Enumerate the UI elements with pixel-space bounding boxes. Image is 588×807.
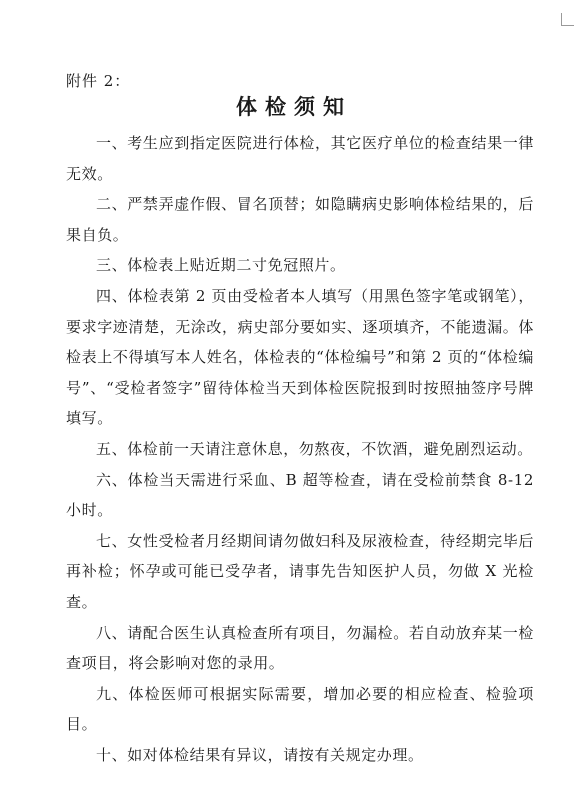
document-body (66, 128, 534, 770)
paragraph-7: 七、女性受检者月经期间请勿做妇科及尿液检查，待经期完毕后再补检；怀孕或可能已受孕者，请事先告知医护人员，勿做 X 光检查。 (66, 531, 534, 611)
paragraph-2: 二、严禁弄虚作假、冒名顶替；如隐瞒病史影响体检结果的，后果自负。 (66, 195, 534, 244)
paragraph-6: 六、体检当天需进行采血、B 超等检查，请在受检前禁食 8-12 小时。 (66, 470, 534, 520)
paragraph-10: 十、如对体检结果有异议，请按有关规定办理。 (96, 745, 424, 764)
paragraph-9: 九、体检医师可根据实际需要，增加必要的相应检查、检验项目。 (66, 684, 534, 734)
paragraph-5: 五、体检前一天请注意休息，勿熬夜，不饮酒，避免剧烈运动。 (96, 439, 533, 458)
paragraph-4: 四、体检表第 2 页由受检者本人填写（用黑色签字笔或钢笔），要求字迹清楚，无涂改，病史部分要如实、逐项填齐，不能遗漏。体检表上不得填写本人姓名，体检表的“体检编号”和第 2 页的“体检编号”、“受检者签字”留待体检当天到体检医院报到时按照抽签序号牌填写。 (66, 286, 535, 428)
paragraph-3: 三、体检表上贴近期二寸免冠照片。 (96, 256, 346, 275)
paragraph-1: 一、考生应到指定医院进行体检，其它医疗单位的检查结果一律无效。 (66, 134, 534, 183)
attachment-label: 附件 2： (66, 72, 131, 90)
document-title: 体检须知 (236, 94, 352, 119)
page-corner-mark (561, 13, 574, 26)
paragraph-8: 八、请配合医生认真检查所有项目，勿漏检。若自动放弃某一检查项目，将会影响对您的录用。 (66, 623, 534, 673)
